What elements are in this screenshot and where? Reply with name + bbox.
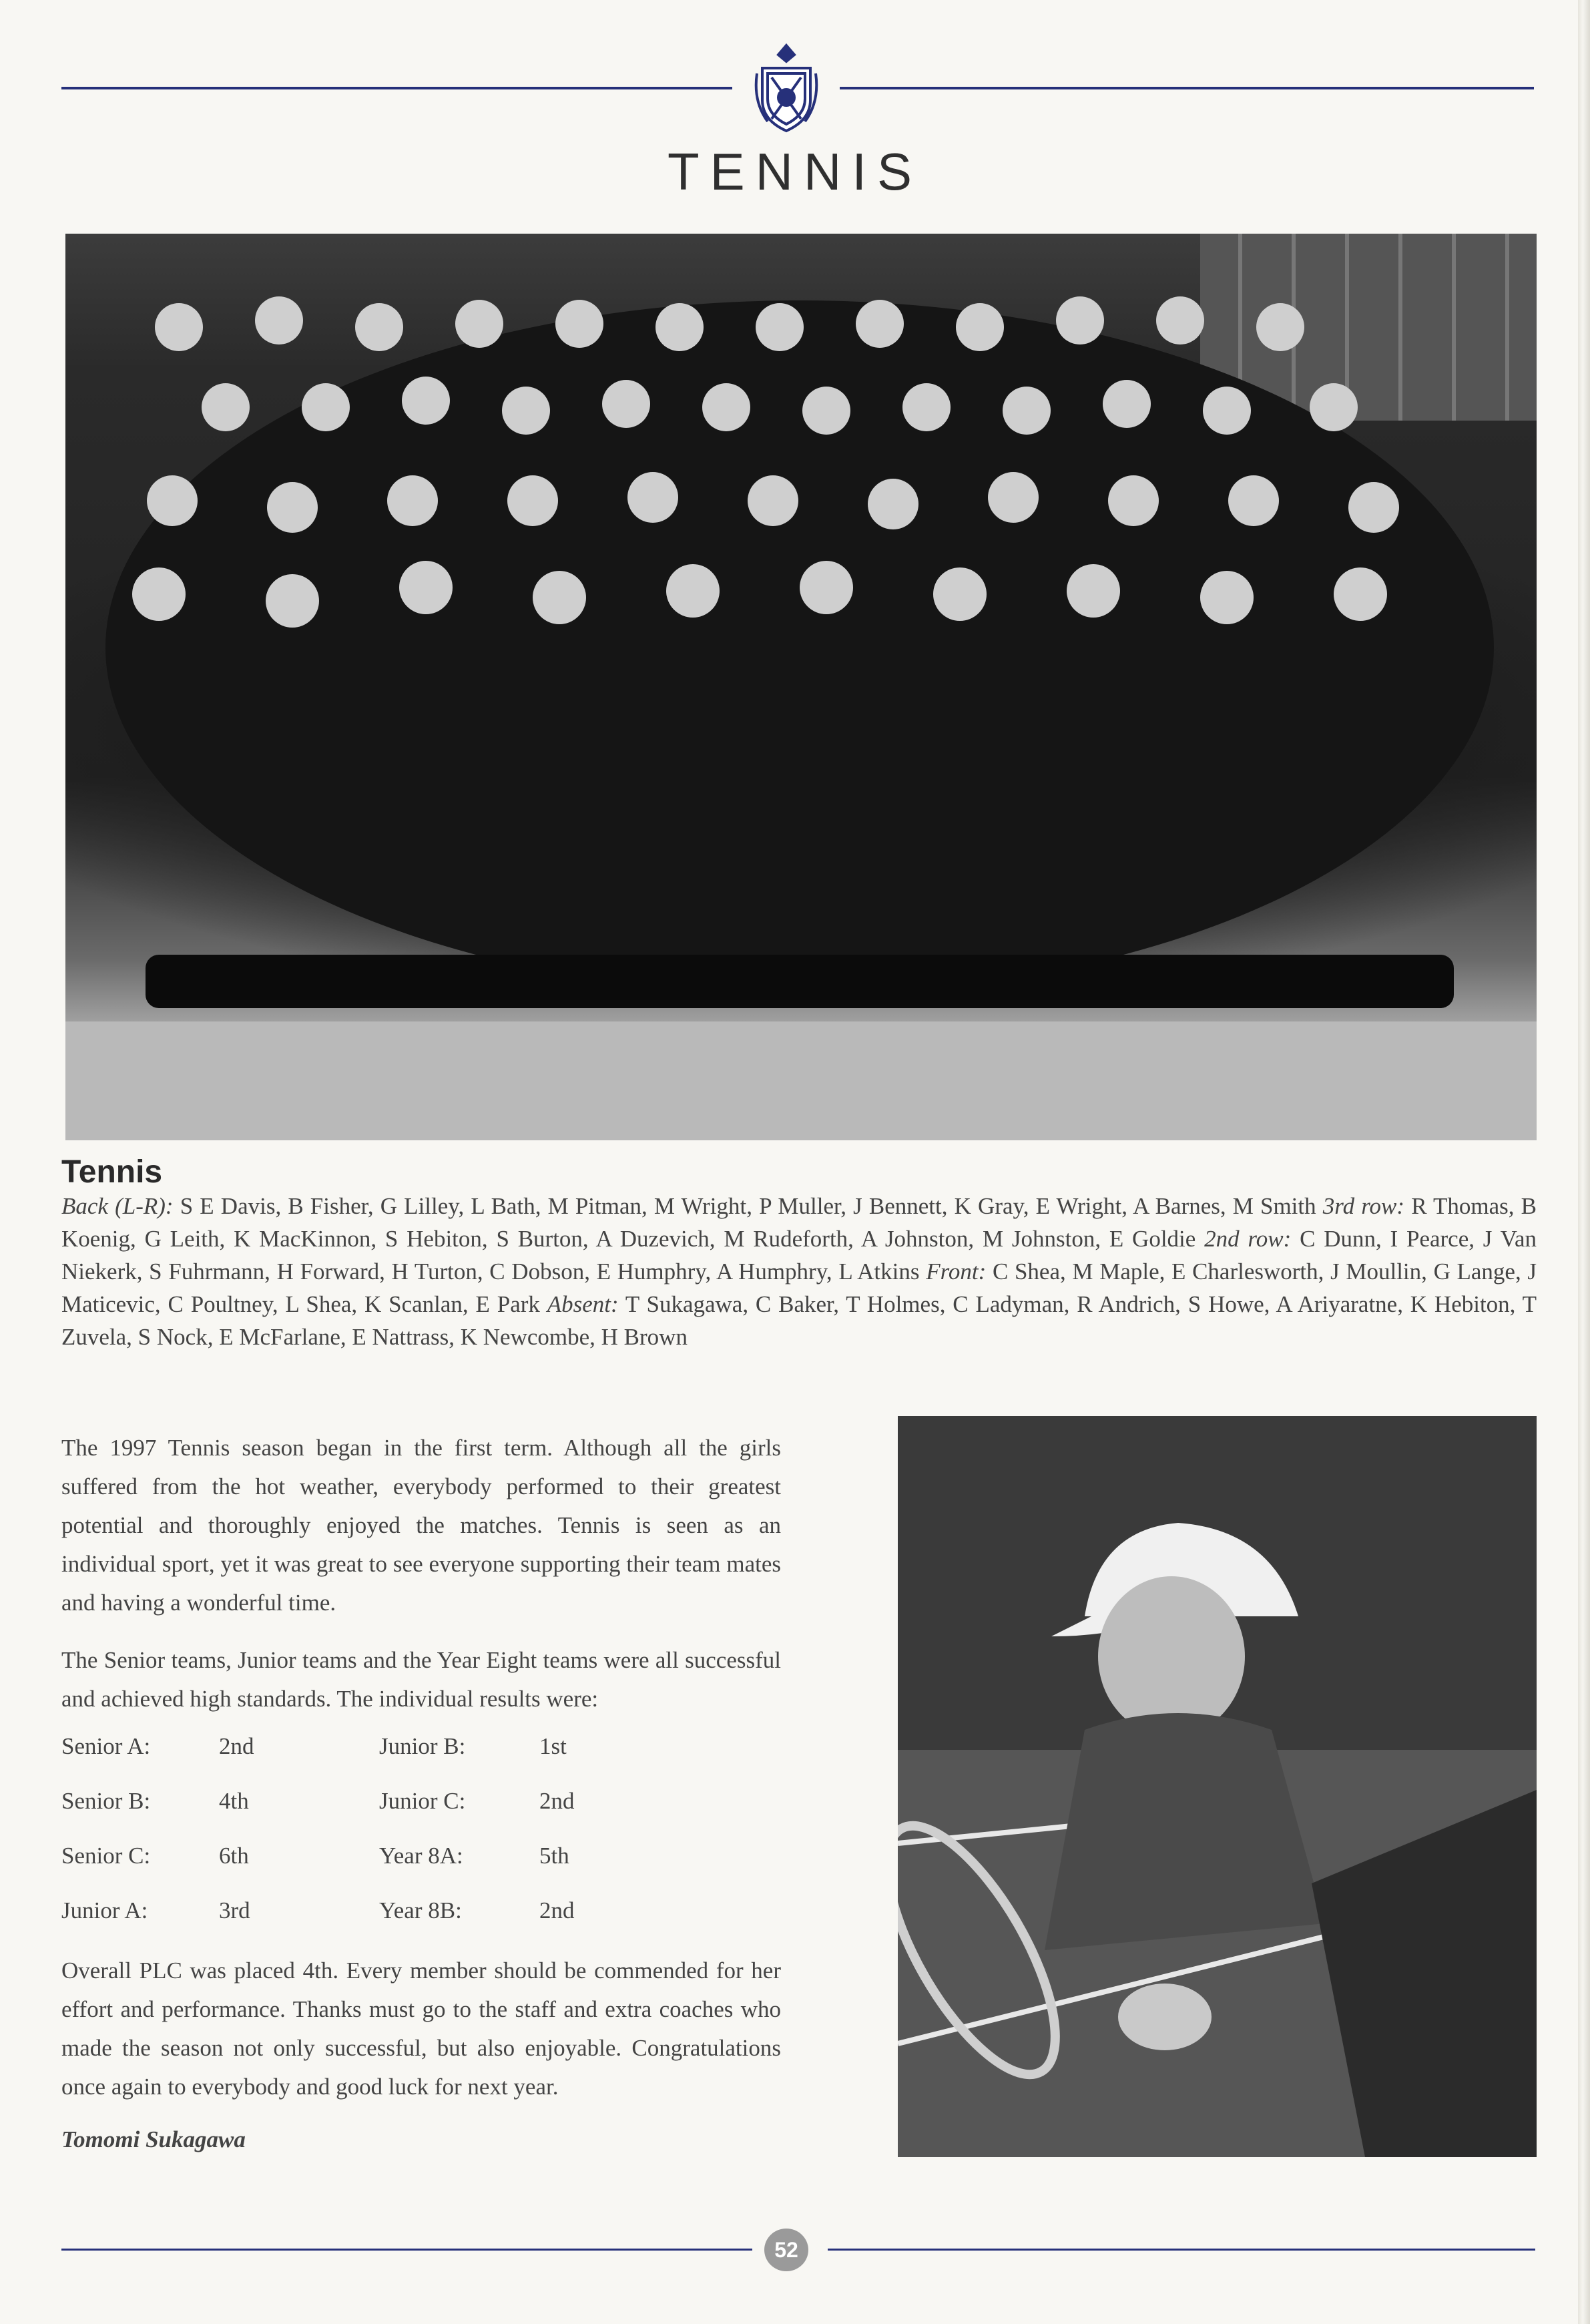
absent-label: Absent: [547,1291,619,1317]
footer-rule-left [61,2249,752,2251]
results-table [61,1733,781,1952]
team-name: Senior B: [61,1788,151,1814]
team-place: 2nd [539,1788,575,1814]
team-place: 5th [539,1843,569,1869]
team-name: Junior A: [61,1897,148,1923]
back-row-names: S E Davis, B Fisher, G Lilley, L Bath, M Pitman, M Wright, P Muller, J Bennett, K Gray, E Wright, A Barnes, M Smith [180,1193,1316,1219]
book-spine-shadow [1578,0,1590,2324]
team-place: 2nd [539,1897,575,1923]
team-name: Junior C: [379,1788,466,1814]
team-name: Year 8B: [379,1897,462,1923]
team-name: Senior A: [61,1733,151,1759]
absent-names: T Sukagawa, C Baker, T Holmes, C Ladyman, R Andrich, S Howe, A Ariyaratne, K Hebiton, T Zuvela, S Nock, E McFarlane, E Nattrass, K Newcombe, H Brown [61,1291,1537,1350]
team-name: Senior C: [61,1843,151,1869]
team-place: 2nd [219,1733,254,1759]
article-paragraph-1: The 1997 Tennis season began in the first term. Although all the girls suffered from the hot weather, everybody performed to their greatest potential and thoroughly enjoyed the matches. Tennis is seen as an individual sport, yet it was great to see everyone supporting their team mates and having a wonderful time. [61,1435,781,1616]
team-group-photo [65,234,1537,1140]
player-photo-illustration [898,1416,1537,2157]
team-name: Year 8A: [379,1843,463,1869]
back-row-label: Back (L-R): [61,1193,174,1219]
article-paragraph-3: Overall PLC was placed 4th. Every member should be commended for her effort and performance. Thanks must go to the staff and extra coaches who made the season not only successful, but also enjoyable. Congratulations once again to everybody and good luck for next year. [61,1957,781,2100]
third-row-label: 3rd row: [1322,1193,1405,1219]
caption-heading: Tennis [61,1154,163,1190]
school-crest-icon [748,41,825,135]
footer-rule-right [828,2249,1535,2251]
third-row-names: R Thomas, B Koenig, G Leith, K MacKinnon, S Hebiton, S Burton, A Duzevich, M Rudeforth, A Johnston, M Johnston, E Goldie [61,1193,1537,1252]
header-rule-left [61,87,732,89]
team-photo-illustration [65,234,1537,1140]
team-name: Junior B: [379,1733,466,1759]
team-place: 4th [219,1788,249,1814]
team-names-caption [61,1190,1537,1353]
author-signature: Tomomi Sukagawa [61,2126,246,2152]
header-rule-right [840,87,1534,89]
article-paragraph-2: The Senior teams, Junior teams and the Year Eight teams were all successful and achieved high standards. The individual results were: [61,1647,781,1712]
team-place: 3rd [219,1897,250,1923]
second-row-names: C Dunn, I Pearce, J Van Niekerk, S Fuhrmann, H Forward, H Turton, C Dobson, E Humphry, A Humphry, L Atkins [61,1226,1537,1285]
results-row [61,1733,781,1788]
page-title: TENNIS [667,142,923,201]
front-row-names: C Shea, M Maple, E Charlesworth, J Moullin, G Lange, J Maticevic, C Poultney, L Shea, K Scanlan, E Park [61,1258,1537,1317]
team-place: 6th [219,1843,249,1869]
second-row-label: 2nd row: [1204,1226,1292,1252]
player-photo [898,1416,1537,2157]
results-row [61,1897,781,1952]
results-row [61,1788,781,1843]
results-row [61,1843,781,1897]
page-number-badge: 52 [764,2229,808,2271]
front-row-label: Front: [926,1258,987,1285]
team-place: 1st [539,1733,567,1759]
